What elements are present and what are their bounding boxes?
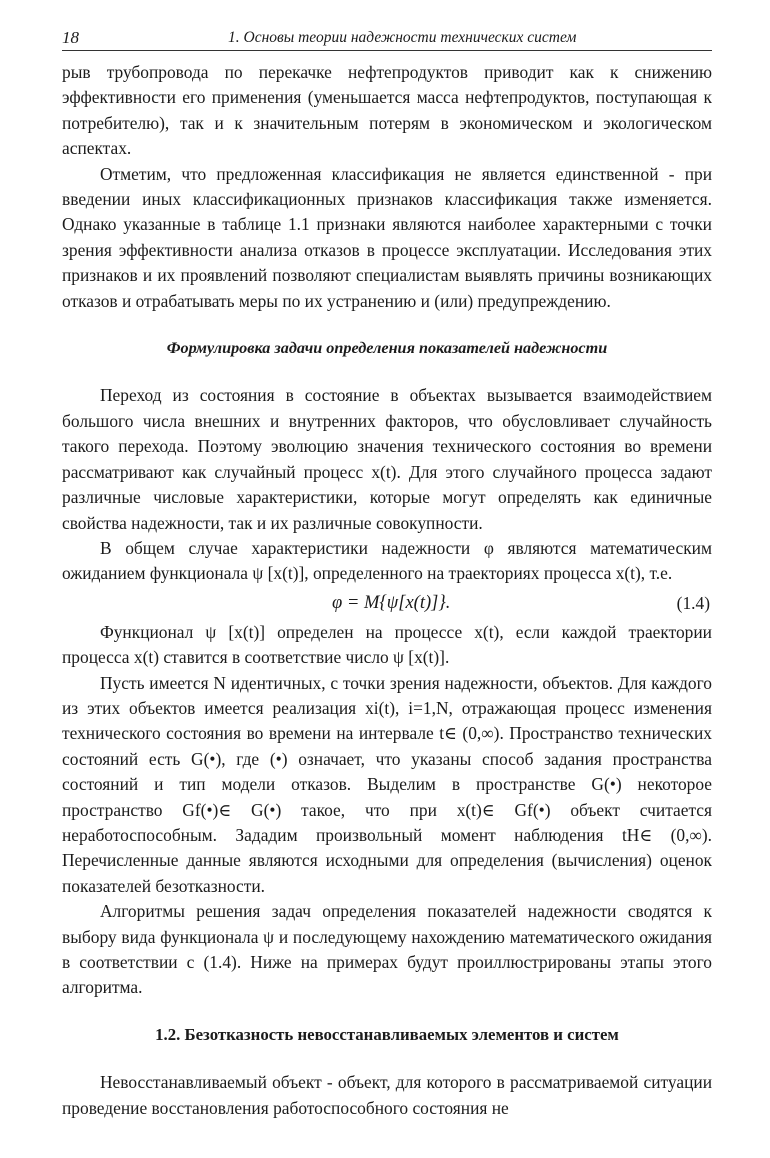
running-head: 1. Основы теории надежности технических систем	[228, 29, 577, 46]
equation-1-4	[62, 587, 712, 620]
paragraph-algorithms: Алгоритмы решения задач определения показателей надежности сводятся к выбору вида функционала ψ и последующему нахождению математического ожидания в соответствии с (1.4). Ниже на примерах будут проиллюстрированы этапы этого алгоритма.	[62, 901, 712, 998]
paragraph-continuation: рыв трубопровода по перекачке нефтепродуктов приводит как к снижению эффективности его применения (уменьшается масса нефтепродуктов, поступающая к потребителю), так и к значительным потерям в экономическом и экологическом аспектах.	[62, 62, 712, 159]
paragraph-state-space: Пусть имеется N идентичных, с точки зрения надежности, объектов. Для каждого из этих объектов имеется реализация xi(t), i=1,N, отражающая процесс изменения технического состояния во времени на интервале t∈ (0,∞). Пространство технических состояний есть G(•), где (•) означает, что указаны способ задания пространства состояний и тип модели отказов. Выделим в пространстве G(•) некоторое пространство Gf(•)∈ G(•) такое, что при x(t)∈ Gf(•) объект считается неработоспособным. Зададим произвольный момент наблюдения tH∈ (0,∞). Перечисленные данные являются исходными для определения (вычисления) оценок показателей безотказности.	[62, 672, 712, 896]
paragraph-classification-note: Отметим, что предложенная классификация не является единственной - при введении иных классификационных признаков классификация также изменяется. Однако указанные в таблице 1.1 признаки являются наиболее характерными с точки зрения эффективности анализа отказов в процессе эксплуатации. Исследования этих признаков и их проявлений позволяют специалистам выявлять причины возникающих отказов и отрабатывать меры по их устранению и (или) предупреждению.	[62, 163, 712, 311]
section-heading: 1.2. Безотказность невосстанавливаемых элементов и систем	[155, 1024, 619, 1044]
paragraph-non-repairable-object: Невосстанавливаемый объект - объект, для которого в рассматриваемой ситуации проведение восстановления работоспособного состояния не	[62, 1072, 712, 1118]
subsection-heading: Формулировка задачи определения показателей надежности	[166, 339, 608, 358]
paragraph-reliability-characteristics: В общем случае характеристики надежности φ являются математическим ожиданием функционала ψ [x(t)], определенного на траекториях процесса x(t), т.е.	[62, 537, 712, 584]
equation-number: (1.4)	[676, 592, 710, 613]
page-number: 18	[62, 28, 79, 47]
paragraph-state-transition: Переход из состояния в состояние в объектах вызывается взаимодействием большого числа внешних и внутренних факторов, что обусловливает случайность такого перехода. Поэтому эволюцию значения технического состояния во времени рассматривают как случайный процесс x(t). Для этого случайного процесса задают различные числовые характеристики, которые могут определять как единичные свойства надежности, так и их различные совокупности.	[62, 385, 712, 533]
paragraph-functional-definition: Функционал ψ [x(t)] определен на процессе x(t), если каждой траектории процесса x(t) ставится в соответствие число ψ [x(t)].	[62, 621, 712, 668]
equation-formula: φ = M{ψ[x(t)]}.	[332, 592, 451, 613]
page-body	[62, 60, 712, 1121]
page-header	[62, 26, 712, 51]
